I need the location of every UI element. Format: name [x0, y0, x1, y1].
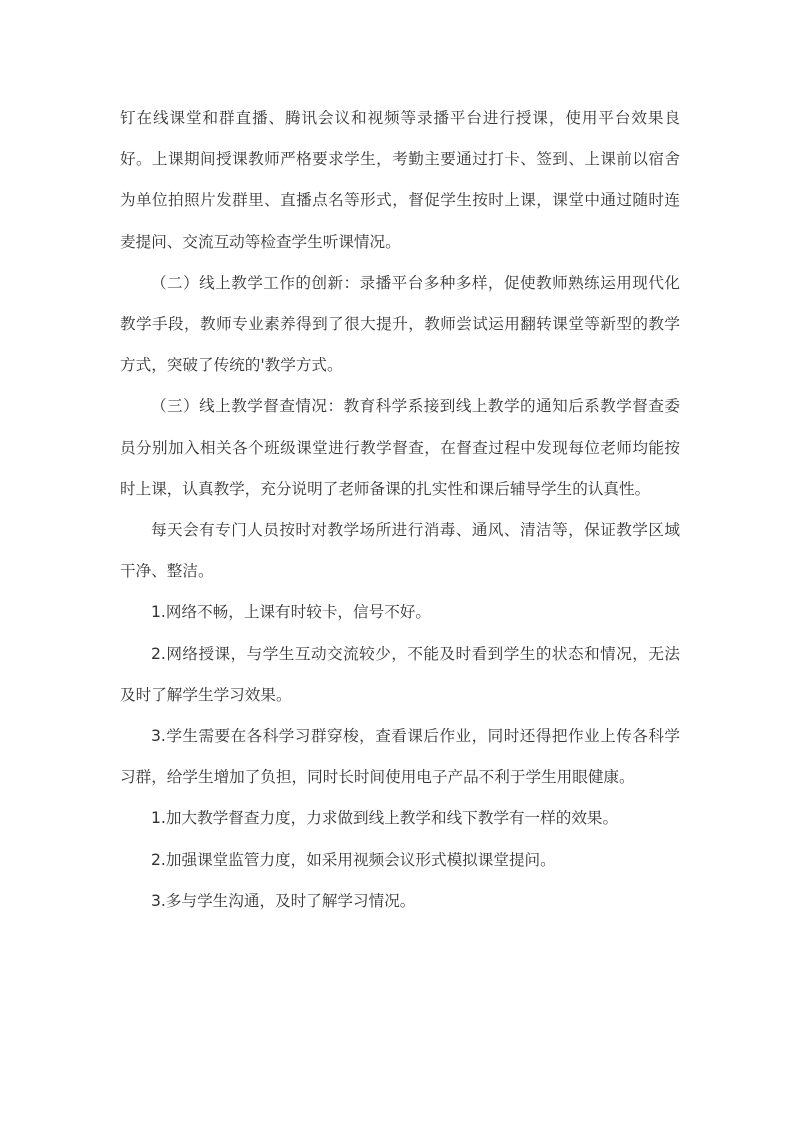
problem-item-2: 2.网络授课，与学生互动交流较少，不能及时看到学生的状态和情况，无法及时了解学生学习效果。: [120, 644, 680, 704]
document-body: [120, 98, 680, 922]
paragraph-platform-usage: 钉在线课堂和群直播、腾讯会议和视频等录播平台进行授课，使用平台效果良好。上课期间授课教师严格要求学生，考勤主要通过打卡、签到、上课前以宿舍为单位拍照片发群里、直播点名等形式，督促学生按时上课，课堂中通过随时连麦提问、交流互动等检查学生听课情况。: [120, 109, 680, 251]
measure-item-1: 1.加大教学督查力度，力求做到线上教学和线下教学有一样的效果。: [151, 809, 619, 828]
paragraph-disinfection: 每天会有专门人员按时对教学场所进行消毒、通风、清洁等，保证教学区域干净、整洁。: [120, 521, 680, 581]
measure-item-2: 2.加强课堂监管力度，如采用视频会议形式模拟课堂提问。: [151, 850, 556, 869]
problem-item-1: 1.网络不畅，上课有时较卡，信号不好。: [151, 603, 431, 622]
paragraph-innovation: （二）线上教学工作的创新：录播平台多种多样，促使教师熟练运用现代化教学手段，教师专业素养得到了很大提升，教师尝试运用翻转课堂等新型的教学方式，突破了传统的'教学方式。: [120, 273, 680, 375]
problem-item-3: 3.学生需要在各科学习群穿梭，查看课后作业，同时还得把作业上传各科学习群，给学生增加了负担，同时长时间使用电子产品不利于学生用眼健康。: [120, 727, 680, 787]
measure-item-3: 3.多与学生沟通，及时了解学习情况。: [151, 891, 416, 910]
paragraph-supervision: （三）线上教学督查情况：教育科学系接到线上教学的通知后系教学督查委员分别加入相关各个班级课堂进行教学督查，在督查过程中发现每位老师均能按时上课，认真教学，充分说明了老师备课的扎实性和课后辅导学生的认真性。: [120, 397, 680, 498]
